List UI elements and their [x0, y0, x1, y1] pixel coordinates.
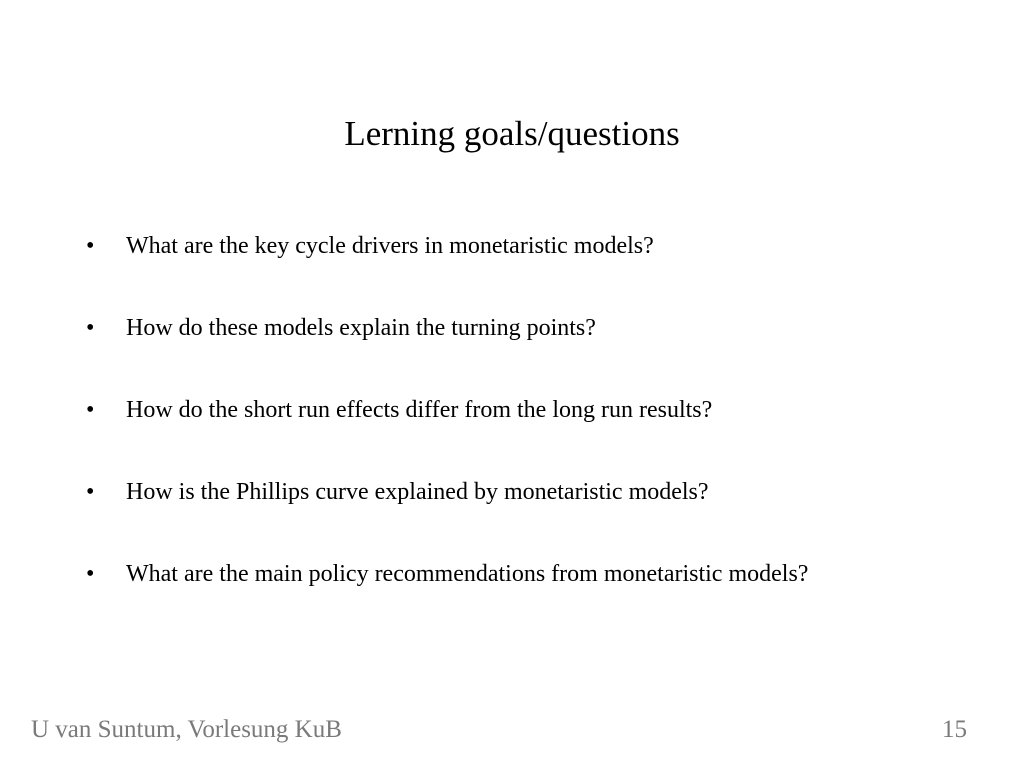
- bullet-text: How do the short run effects differ from the long run results?: [126, 397, 713, 423]
- page-number: 15: [942, 716, 967, 743]
- bullet-icon: •: [86, 561, 95, 587]
- slide-title: Lerning goals/questions: [344, 114, 680, 153]
- bullet-list: [86, 228, 886, 592]
- list-item: [86, 228, 886, 264]
- footer-author: U van Suntum, Vorlesung KuB: [31, 716, 342, 743]
- list-item: [86, 310, 886, 346]
- bullet-icon: •: [86, 315, 95, 341]
- bullet-text: What are the main policy recommendations from monetaristic models?: [126, 561, 809, 587]
- bullet-text: What are the key cycle drivers in monetaristic models?: [126, 233, 654, 259]
- bullet-icon: •: [86, 397, 95, 423]
- list-item: [86, 392, 886, 428]
- bullet-icon: •: [86, 479, 95, 505]
- list-item: [86, 474, 886, 510]
- bullet-text: How is the Phillips curve explained by monetaristic models?: [126, 479, 709, 505]
- bullet-text: How do these models explain the turning points?: [126, 315, 596, 341]
- list-item: [86, 556, 886, 592]
- bullet-icon: •: [86, 233, 95, 259]
